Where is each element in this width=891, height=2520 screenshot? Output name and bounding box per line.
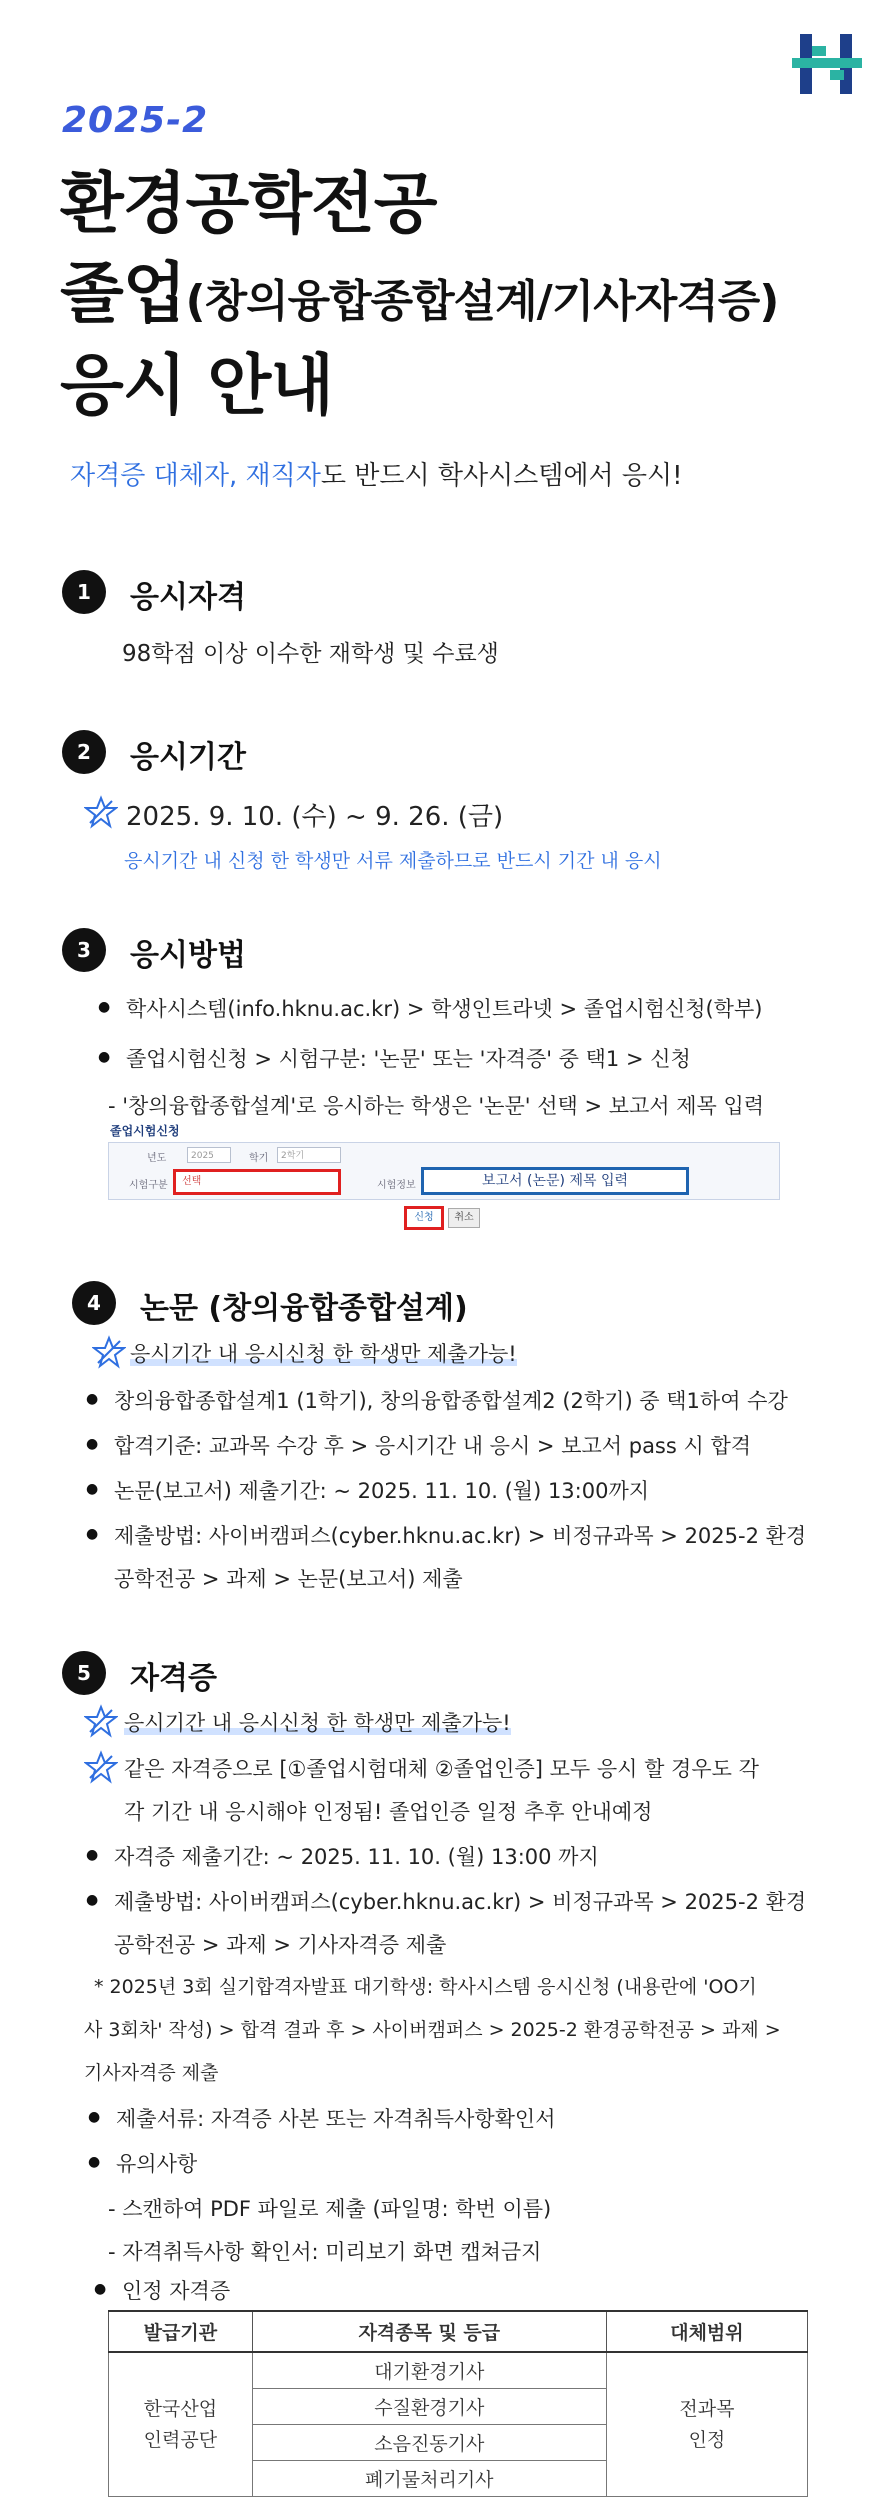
section-1-title: 응시자격 [130,580,246,615]
form-apply-button[interactable]: 신청 [404,1206,444,1230]
star-check-icon [84,1704,118,1738]
certificate-table [108,2310,808,2497]
table-item-cell: 폐기물처리기사 [252,2461,606,2497]
table-header-issuer: 발급기관 [109,2311,253,2352]
form-term-select[interactable]: 2학기 [277,1147,341,1163]
section-4-star-1-text: 응시기간 내 응시신청 한 학생만 제출가능! [130,1342,517,1366]
section-5-sub-2: - 자격취득사항 확인서: 미리보기 화면 캡쳐금지 [108,2240,542,2264]
table-header-row [109,2311,808,2352]
section-4-number: 4 [72,1281,116,1325]
star-check-icon [92,1335,126,1369]
section-4-bullet-3: ● 논문(보고서) 제출기간: ~ 2025. 11. 10. (월) 13:00까지 [114,1475,649,1505]
section-5-star-2: 같은 자격증으로 [①졸업시험대체 ②졸업인증] 모두 응시 할 경우도 각 [124,1757,759,1781]
section-5-bullet-1: ● 자격증 제출기간: ~ 2025. 11. 10. (월) 13:00 까지 [114,1841,599,1871]
table-header-scope: 대체범위 [606,2311,807,2352]
title-line-2 [60,240,778,335]
section-5-bullet-2: ● 제출방법: 사이버캠퍼스(cyber.hknu.ac.kr) > 비정규과목 > 2025-2 환경 [114,1886,806,1916]
intro-text [70,455,683,492]
issuer-line-2: 인력공단 [143,2428,218,2451]
section-3-bullet-1: ● 학사시스템(info.hknu.ac.kr) > 학생인트라넷 > 졸업시험신청(학부) [126,993,762,1023]
title-line-2-main: 졸업 [60,255,186,332]
issuer-line-1: 한국산업 [143,2398,218,2421]
section-2-date: 2025. 9. 10. (수) ~ 9. 26. (금) [126,802,504,832]
section-5-bullet-3: ● 제출서류: 자격증 사본 또는 자격취득사항확인서 [116,2103,556,2133]
section-4-bullet-4-cont: 공학전공 > 과제 > 논문(보고서) 제출 [114,1567,463,1591]
form-type-select[interactable]: 선택 [173,1169,341,1195]
table-scope-cell [606,2352,807,2497]
form-info-input[interactable]: 보고서 (논문) 제목 입력 [421,1167,689,1195]
star-check-icon [84,1750,118,1784]
section-4-bullet-4: ● 제출방법: 사이버캠퍼스(cyber.hknu.ac.kr) > 비정규과목 > 2025-2 환경 [114,1520,806,1550]
section-3-bullet-2: ● 졸업시험신청 > 시험구분: '논문' 또는 '자격증' 중 택1 > 신청 [126,1043,691,1073]
title-line-2-sub: (창의융합종합설계/기사자격증) [185,276,779,327]
section-1-text: 98학점 이상 이수한 재학생 및 수료생 [122,641,499,667]
table-item-cell: 수질환경기사 [252,2389,606,2425]
intro-rest: 도 반드시 학사시스템에서 응시! [320,461,683,491]
scope-line-1: 전과목 [679,2398,735,2421]
section-4-title: 논문 (창의융합종합설계) [140,1291,468,1326]
section-5-note-3: 기사자격증 제출 [84,2062,219,2084]
form-label-year: 년도 [147,1153,167,1164]
section-3-sub-1: - '창의융합종합설계'로 응시하는 학생은 '논문' 선택 > 보고서 제목 입력 [108,1094,765,1118]
section-5-star-1 [124,1707,511,1737]
section-2-note: 응시기간 내 신청 한 학생만 서류 제출하므로 반드시 기간 내 응시 [124,850,662,872]
title-line-3: 응시 안내 [60,347,334,424]
form-year-select[interactable]: 2025 [187,1147,231,1163]
table-issuer-cell [109,2352,253,2497]
intro-blue: 자격증 대체자, 재직자 [70,461,321,491]
form-label-type: 시험구분 [129,1180,168,1191]
section-2-number: 2 [62,730,106,774]
section-5-note-1: * 2025년 3회 실기합격자발표 대기학생: 학사시스템 응시신청 (내용란에 'OO기 [94,1976,757,1998]
table-item-cell: 소음진동기사 [252,2425,606,2461]
table-header-item: 자격종목 및 등급 [252,2311,606,2352]
table-item-cell: 대기환경기사 [252,2352,606,2389]
year-label: 2025-2 [62,100,209,141]
table-row [109,2352,808,2389]
section-5-bullet-4: ● 유의사항 [116,2148,197,2178]
section-3-number: 3 [62,928,106,972]
form-header: 졸업시험신청 [110,1124,180,1138]
title-line-1: 환경공학전공 [60,165,437,242]
section-1-number: 1 [62,570,106,614]
section-5-sub-1: - 스캔하여 PDF 파일로 제출 (파일명: 학번 이름) [108,2197,552,2221]
section-5-number: 5 [62,1651,106,1695]
section-2-title: 응시기간 [130,740,246,775]
section-5-star-2-cont: 각 기간 내 응시해야 인정됨! 졸업인증 일정 추후 안내예정 [124,1800,653,1824]
section-5-note-2: 사 3회차' 작성) > 합격 결과 후 > 사이버캠퍼스 > 2025-2 환경공학전공 > 과제 > [84,2019,781,2041]
section-5-bullet-2-cont: 공학전공 > 과제 > 기사자격증 제출 [114,1933,447,1957]
section-5-star-1-text: 응시기간 내 응시신청 한 학생만 제출가능! [124,1711,511,1735]
form-label-info: 시험정보 [377,1180,416,1191]
form-panel [108,1142,780,1200]
star-check-icon [84,795,118,829]
section-5-title: 자격증 [130,1661,217,1696]
scope-line-2: 인정 [688,2428,726,2451]
section-4-bullet-1: ● 창의융합종합설계1 (1학기), 창의융합종합설계2 (2학기) 중 택1하여 수강 [114,1385,788,1415]
h-logo-icon [790,28,870,100]
form-label-term: 학기 [249,1153,269,1164]
section-3-title: 응시방법 [130,938,246,973]
form-cancel-button[interactable]: 취소 [448,1208,480,1228]
section-4-star-1 [130,1338,517,1368]
section-5-bullet-5: ● 인정 자격증 [122,2275,230,2305]
section-4-bullet-2: ● 합격기준: 교과목 수강 후 > 응시기간 내 응시 > 보고서 pass 시 합격 [114,1430,751,1460]
form-screenshot [108,1122,784,1232]
